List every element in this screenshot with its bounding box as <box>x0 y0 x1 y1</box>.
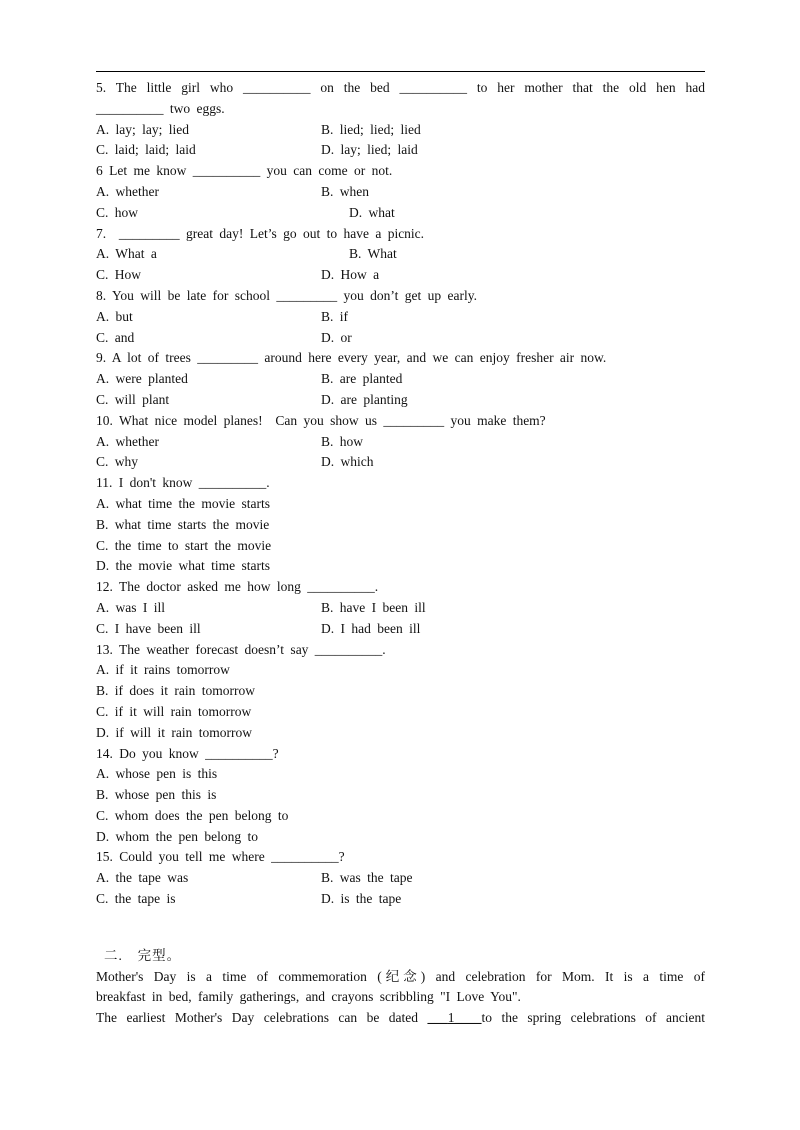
question-6-options-row2 <box>96 203 705 224</box>
question-8-stem: 8. You will be late for school _________ you don’t get up early. <box>96 287 477 303</box>
question-6-stem: 6 Let me know __________ you can come or not. <box>96 163 393 179</box>
question-7-option-d: D. How a <box>321 267 380 283</box>
cloze-blank-1: ___1____ <box>427 1010 482 1026</box>
question-14-option-c: C. whom does the pen belong to <box>96 807 289 823</box>
question-11-option-c: C. the time to start the movie <box>96 537 272 553</box>
question-6-options-row1 <box>96 182 705 203</box>
question-9-stem: 9. A lot of trees _________ around here every year, and we can enjoy fresher air now. <box>96 350 607 366</box>
question-8-option-c: C. and <box>96 329 135 345</box>
question-7-option-b: B. What <box>349 246 397 262</box>
question-9-option-d: D. are planting <box>321 391 408 407</box>
question-15-option-a: A. the tape was <box>96 870 189 886</box>
question-15-option-d: D. is the tape <box>321 891 402 907</box>
document-body <box>96 78 705 1029</box>
question-8-options-row1 <box>96 307 705 328</box>
question-8-options-row2 <box>96 328 705 349</box>
question-10-stem: 10. What nice model planes! Can you show us _________ you make them? <box>96 412 546 428</box>
question-14-option-d: D. whom the pen belong to <box>96 828 258 844</box>
question-6-option-c: C. how <box>96 204 139 220</box>
question-8-option-b: B. if <box>321 308 349 324</box>
question-7-options-row2 <box>96 265 705 286</box>
cloze-para2-line1 <box>96 1008 705 1029</box>
question-5-option-a: A. lay; lay; lied <box>96 121 189 137</box>
top-rule <box>96 71 705 72</box>
question-6-option-d: D. what <box>349 204 395 220</box>
question-7-options-row1 <box>96 244 705 265</box>
question-15-option-b: B. was the tape <box>321 870 413 886</box>
question-14-option-b: B. whose pen this is <box>96 787 217 803</box>
question-10-option-a: A. whether <box>96 433 159 449</box>
question-6-option-b: B. when <box>321 183 369 199</box>
cloze-para2-post: to the spring celebrations of ancient <box>481 1010 705 1026</box>
question-12-options-row2 <box>96 619 705 640</box>
question-11-option-a: A. what time the movie starts <box>96 495 270 511</box>
question-15-options-row1 <box>96 868 705 889</box>
section-gap <box>96 910 705 946</box>
question-7-option-a: A. What a <box>96 246 157 262</box>
question-5-options-row2 <box>96 140 705 161</box>
question-10-option-c: C. why <box>96 454 139 470</box>
cloze-para1-line2: breakfast in bed, family gatherings, and crayons scribbling "I Love You". <box>96 989 521 1005</box>
question-10-options-row1 <box>96 432 705 453</box>
question-10-options-row2 <box>96 452 705 473</box>
question-15-stem: 15. Could you tell me where __________? <box>96 849 345 865</box>
question-13-stem: 13. The weather forecast doesn’t say __________. <box>96 641 386 657</box>
question-8-option-d: D. or <box>321 329 352 345</box>
question-9-options-row2 <box>96 390 705 411</box>
question-6-option-a: A. whether <box>96 183 159 199</box>
question-13-option-a: A. if it rains tomorrow <box>96 662 230 678</box>
section-2-title: 二. 完型。 <box>104 947 182 963</box>
question-11-option-d: D. the movie what time starts <box>96 558 270 574</box>
question-13-option-d: D. if will it rain tomorrow <box>96 724 252 740</box>
question-5-options-row1 <box>96 120 705 141</box>
question-12-option-b: B. have I been ill <box>321 599 426 615</box>
question-5-option-c: C. laid; laid; laid <box>96 142 196 158</box>
question-5-option-d: D. lay; lied; laid <box>321 142 418 158</box>
question-9-options-row1 <box>96 369 705 390</box>
question-15-option-c: C. the tape is <box>96 891 176 907</box>
cloze-para1-line1: Mother's Day is a time of commemoration (纪念) and celebration for Mom. It is a time of <box>96 968 705 984</box>
question-14-stem: 14. Do you know __________? <box>96 745 279 761</box>
question-10-option-b: B. how <box>321 433 364 449</box>
question-9-option-a: A. were planted <box>96 371 188 387</box>
question-5-stem-line1: 5. The little girl who __________ on the bed __________ to her mother that the old hen had <box>96 80 705 95</box>
question-5-stem-line2: __________ two eggs. <box>96 100 225 116</box>
question-12-option-d: D. I had been ill <box>321 620 421 636</box>
question-10-option-d: D. which <box>321 454 374 470</box>
question-14-option-a: A. whose pen is this <box>96 766 218 782</box>
question-12-option-c: C. I have been ill <box>96 620 201 636</box>
question-11-stem: 11. I don't know __________. <box>96 475 270 491</box>
question-15-options-row2 <box>96 889 705 910</box>
question-9-option-c: C. will plant <box>96 391 170 407</box>
question-12-stem: 12. The doctor asked me how long __________. <box>96 579 379 595</box>
question-5-option-b: B. lied; lied; lied <box>321 121 421 137</box>
cloze-para2-pre: The earliest Mother's Day celebrations can be dated <box>96 1010 428 1026</box>
question-13-option-c: C. if it will rain tomorrow <box>96 703 252 719</box>
question-7-stem: 7. _________ great day! Let’s go out to have a picnic. <box>96 225 425 241</box>
question-8-option-a: A. but <box>96 308 133 324</box>
question-13-option-b: B. if does it rain tomorrow <box>96 683 255 699</box>
question-11-option-b: B. what time starts the movie <box>96 516 270 532</box>
question-9-option-b: B. are planted <box>321 371 403 387</box>
question-12-options-row1 <box>96 598 705 619</box>
question-7-option-c: C. How <box>96 267 142 283</box>
question-12-option-a: A. was I ill <box>96 599 165 615</box>
